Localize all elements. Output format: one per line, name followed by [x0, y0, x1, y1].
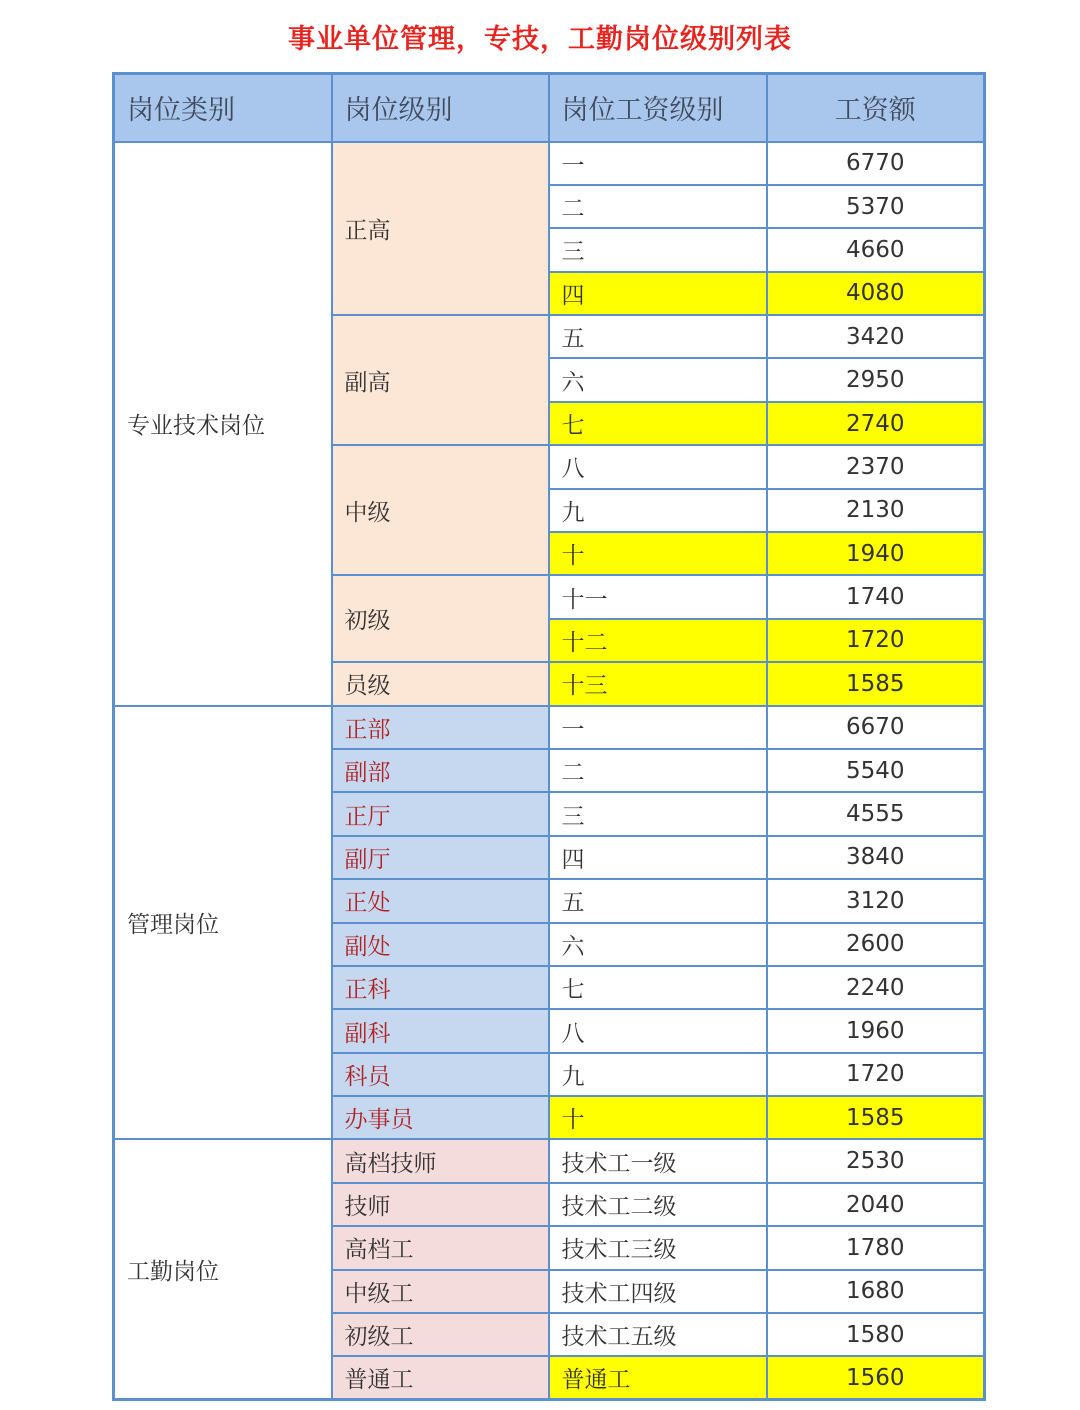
salary-amount-cell: 2740: [767, 402, 985, 445]
salary-amount-cell: 1680: [767, 1270, 985, 1313]
salary-level-cell: 一: [549, 142, 767, 185]
salary-amount-cell: 3420: [767, 315, 985, 358]
header-salary-amount: 工资额: [767, 74, 985, 142]
salary-level-cell: 二: [549, 185, 767, 228]
salary-level-cell: 十一: [549, 575, 767, 618]
header-post-grade: 岗位级别: [332, 74, 549, 142]
salary-level-cell: 八: [549, 1009, 767, 1052]
salary-amount-cell: 2600: [767, 923, 985, 966]
salary-amount-cell: 4660: [767, 228, 985, 271]
salary-level-cell: 九: [549, 1053, 767, 1096]
table-header: [114, 74, 985, 142]
salary-level-cell: 七: [549, 966, 767, 1009]
salary-amount-cell: 2950: [767, 358, 985, 401]
post-grade-cell: 中级工: [332, 1270, 549, 1313]
salary-level-cell: 二: [549, 749, 767, 792]
table-body: [114, 142, 985, 1400]
salary-amount-cell: 1585: [767, 1096, 985, 1139]
post-grade-cell: 技师: [332, 1183, 549, 1226]
post-grade-cell: 副科: [332, 1009, 549, 1052]
salary-level-cell: 三: [549, 792, 767, 835]
post-category-cell: 专业技术岗位: [114, 142, 332, 706]
salary-amount-cell: 1940: [767, 532, 985, 575]
salary-amount-cell: 2530: [767, 1139, 985, 1182]
post-grade-cell: 初级: [332, 575, 549, 662]
salary-level-cell: 五: [549, 879, 767, 922]
post-category-cell: 管理岗位: [114, 706, 332, 1140]
salary-level-cell: 六: [549, 923, 767, 966]
salary-level-cell: 技术工二级: [549, 1183, 767, 1226]
salary-level-cell: 七: [549, 402, 767, 445]
header-row: [114, 74, 985, 142]
post-grade-cell: 副高: [332, 315, 549, 445]
salary-amount-cell: 6670: [767, 706, 985, 749]
salary-amount-cell: 6770: [767, 142, 985, 185]
table-row: [114, 142, 985, 185]
salary-level-cell: 四: [549, 836, 767, 879]
salary-amount-cell: 2370: [767, 445, 985, 488]
salary-amount-cell: 1580: [767, 1313, 985, 1356]
salary-amount-cell: 4555: [767, 792, 985, 835]
salary-level-cell: 八: [549, 445, 767, 488]
post-grade-cell: 正高: [332, 142, 549, 316]
salary-level-cell: 六: [549, 358, 767, 401]
salary-amount-cell: 4080: [767, 272, 985, 315]
salary-level-cell: 十三: [549, 662, 767, 705]
post-category-cell: 工勤岗位: [114, 1139, 332, 1399]
header-post-category: 岗位类别: [114, 74, 332, 142]
post-grade-cell: 副部: [332, 749, 549, 792]
salary-level-cell: 技术工一级: [549, 1139, 767, 1182]
salary-level-cell: 技术工四级: [549, 1270, 767, 1313]
page-title: 事业单位管理，专技，工勤岗位级别列表: [288, 24, 792, 55]
salary-amount-cell: 1740: [767, 575, 985, 618]
salary-level-cell: 九: [549, 489, 767, 532]
table-row: [114, 706, 985, 749]
table-row: [114, 1139, 985, 1182]
salary-level-cell: 普通工: [549, 1356, 767, 1399]
salary-amount-cell: 3120: [767, 879, 985, 922]
salary-level-cell: 十二: [549, 619, 767, 662]
salary-amount-cell: 5370: [767, 185, 985, 228]
post-grade-cell: 正处: [332, 879, 549, 922]
post-grade-cell: 中级: [332, 445, 549, 575]
post-grade-cell: 正部: [332, 706, 549, 749]
salary-amount-cell: 1585: [767, 662, 985, 705]
salary-amount-cell: 2040: [767, 1183, 985, 1226]
salary-amount-cell: 5540: [767, 749, 985, 792]
post-grade-cell: 普通工: [332, 1356, 549, 1399]
salary-amount-cell: 1720: [767, 1053, 985, 1096]
post-grade-cell: 副厅: [332, 836, 549, 879]
salary-level-cell: 一: [549, 706, 767, 749]
post-grade-cell: 科员: [332, 1053, 549, 1096]
post-grade-cell: 正厅: [332, 792, 549, 835]
salary-table: [112, 72, 986, 1401]
post-grade-cell: 初级工: [332, 1313, 549, 1356]
post-grade-cell: 副处: [332, 923, 549, 966]
salary-level-cell: 四: [549, 272, 767, 315]
salary-level-cell: 技术工五级: [549, 1313, 767, 1356]
salary-amount-cell: 2240: [767, 966, 985, 1009]
salary-level-cell: 十: [549, 1096, 767, 1139]
salary-level-cell: 技术工三级: [549, 1226, 767, 1269]
salary-level-cell: 五: [549, 315, 767, 358]
salary-amount-cell: 1960: [767, 1009, 985, 1052]
salary-level-cell: 三: [549, 228, 767, 271]
salary-amount-cell: 1780: [767, 1226, 985, 1269]
post-grade-cell: 高档技师: [332, 1139, 549, 1182]
post-grade-cell: 高档工: [332, 1226, 549, 1269]
post-grade-cell: 正科: [332, 966, 549, 1009]
salary-amount-cell: 1720: [767, 619, 985, 662]
salary-amount-cell: 1560: [767, 1356, 985, 1399]
post-grade-cell: 办事员: [332, 1096, 549, 1139]
salary-amount-cell: 2130: [767, 489, 985, 532]
post-grade-cell: 员级: [332, 662, 549, 705]
header-salary-level: 岗位工资级别: [549, 74, 767, 142]
salary-amount-cell: 3840: [767, 836, 985, 879]
salary-level-cell: 十: [549, 532, 767, 575]
